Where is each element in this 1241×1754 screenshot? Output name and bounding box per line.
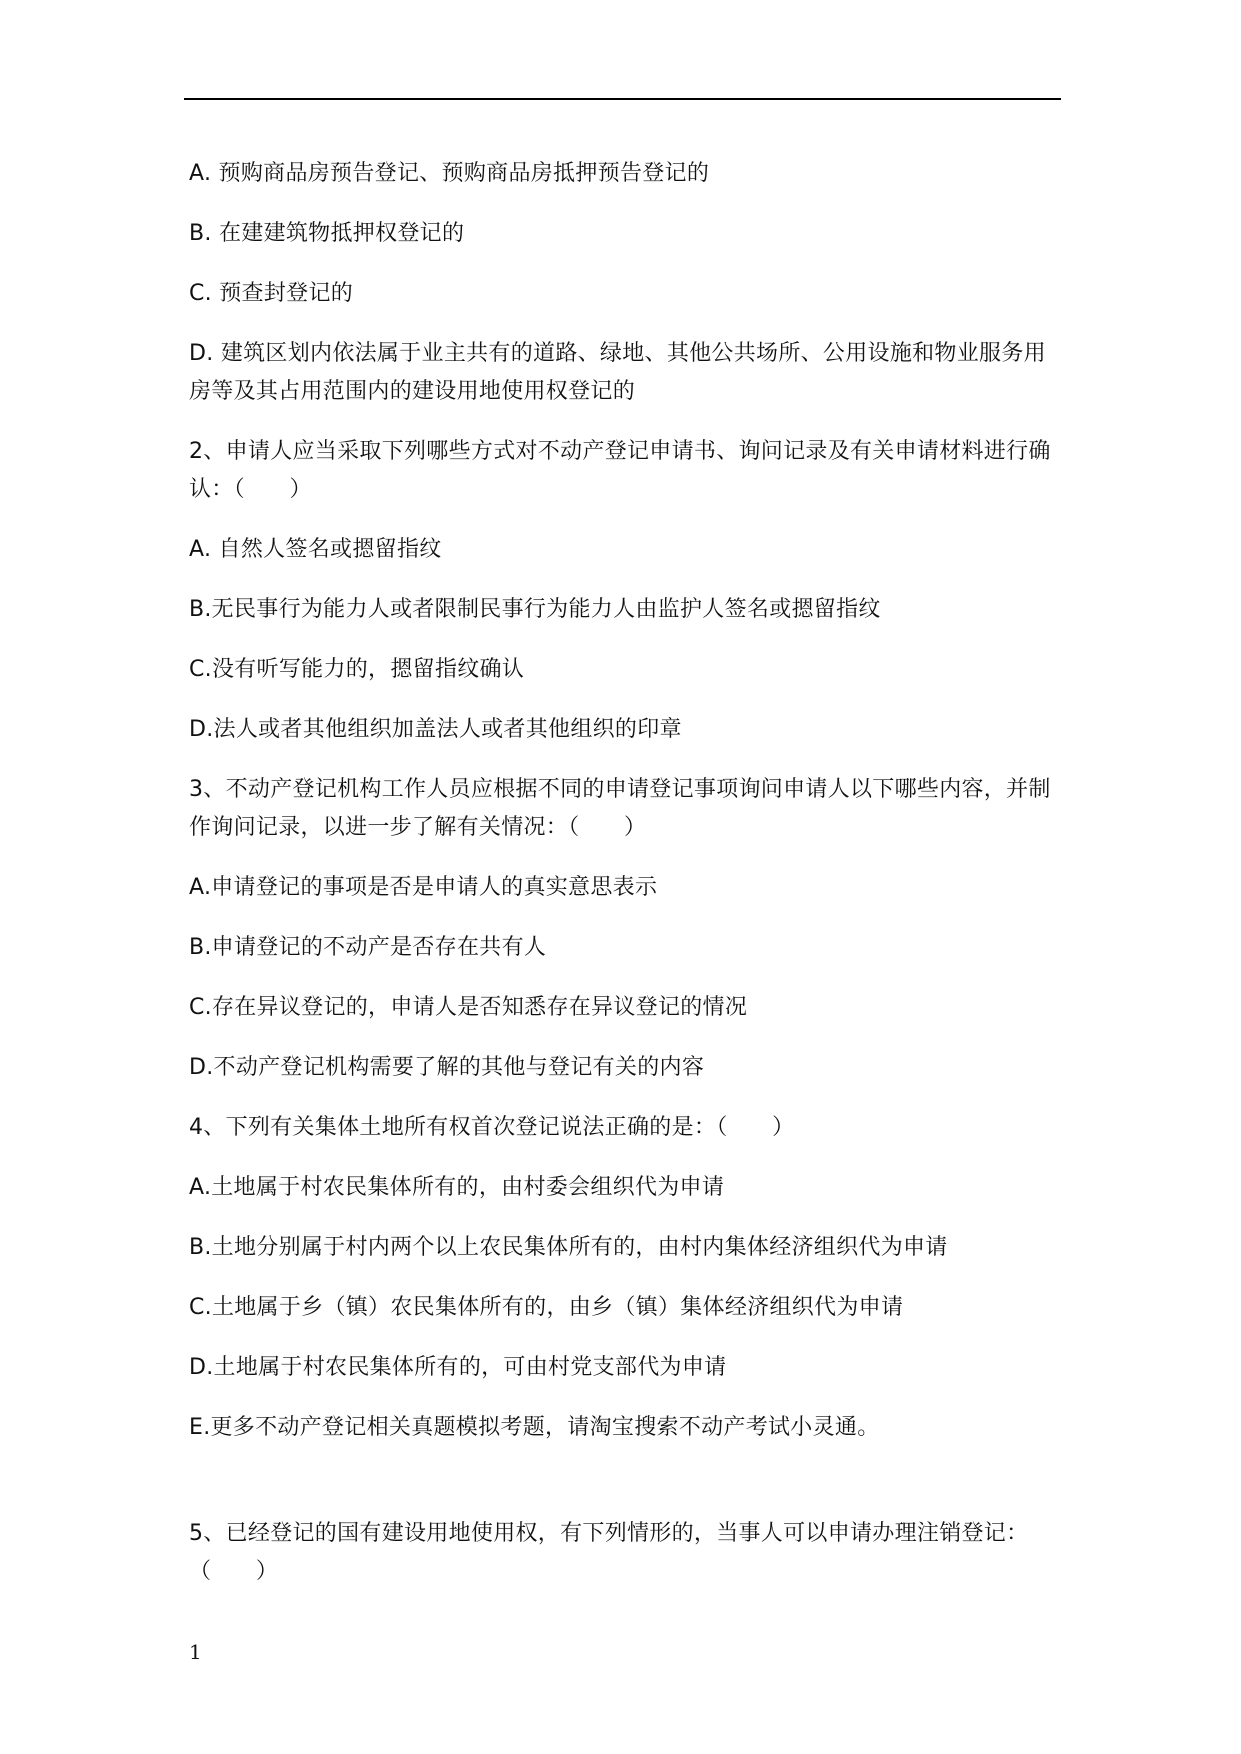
q1-option-d: D. 建筑区划内依法属于业主共有的道路、绿地、其他公共场所、公用设施和物业服务用房等及其占用范围内的建设用地使用权登记的 — [189, 341, 1046, 404]
q2-option-b: B.无民事行为能力人或者限制民事行为能力人由监护人签名或摁留指纹 — [189, 597, 881, 622]
q1-option-b: B. 在建建筑物抵押权登记的 — [189, 221, 465, 246]
q4-option-e: E.更多不动产登记相关真题模拟考题，请淘宝搜索不动产考试小灵通。 — [189, 1415, 880, 1440]
question-3: 3、不动产登记机构工作人员应根据不同的申请登记事项询问申请人以下哪些内容，并制作询问记录，以进一步了解有关情况：（ ） — [189, 777, 1051, 840]
paragraph-spacer — [189, 1469, 1061, 1515]
q4-option-d: D.土地属于村农民集体所有的，可由村党支部代为申请 — [189, 1355, 727, 1380]
document-body — [189, 155, 1061, 1613]
question-2: 2、申请人应当采取下列哪些方式对不动产登记申请书、询问记录及有关申请材料进行确认：（ ） — [189, 439, 1051, 502]
q3-option-c: C.存在异议登记的，申请人是否知悉存在异议登记的情况 — [189, 995, 748, 1020]
q4-option-a: A.土地属于村农民集体所有的，由村委会组织代为申请 — [189, 1175, 725, 1200]
q1-option-a: A. 预购商品房预告登记、预购商品房抵押预告登记的 — [189, 161, 710, 186]
q1-option-c: C. 预查封登记的 — [189, 281, 354, 306]
q3-option-a: A.申请登记的事项是否是申请人的真实意思表示 — [189, 875, 658, 900]
q2-option-d: D.法人或者其他组织加盖法人或者其他组织的印章 — [189, 717, 682, 742]
q2-option-a: A. 自然人签名或摁留指纹 — [189, 537, 442, 562]
q2-option-c: C.没有听写能力的，摁留指纹确认 — [189, 657, 525, 682]
question-4: 4、下列有关集体土地所有权首次登记说法正确的是：（ ） — [189, 1115, 795, 1140]
page-number: 1 — [189, 1640, 202, 1664]
q4-option-c: C.土地属于乡（镇）农民集体所有的，由乡（镇）集体经济组织代为申请 — [189, 1295, 904, 1320]
header-rule — [184, 98, 1061, 100]
question-5: 5、已经登记的国有建设用地使用权，有下列情形的，当事人可以申请办理注销登记：（ ） — [189, 1521, 1029, 1584]
q3-option-b: B.申请登记的不动产是否存在共有人 — [189, 935, 547, 960]
q4-option-b: B.土地分别属于村内两个以上农民集体所有的，由村内集体经济组织代为申请 — [189, 1235, 948, 1260]
q3-option-d: D.不动产登记机构需要了解的其他与登记有关的内容 — [189, 1055, 705, 1080]
